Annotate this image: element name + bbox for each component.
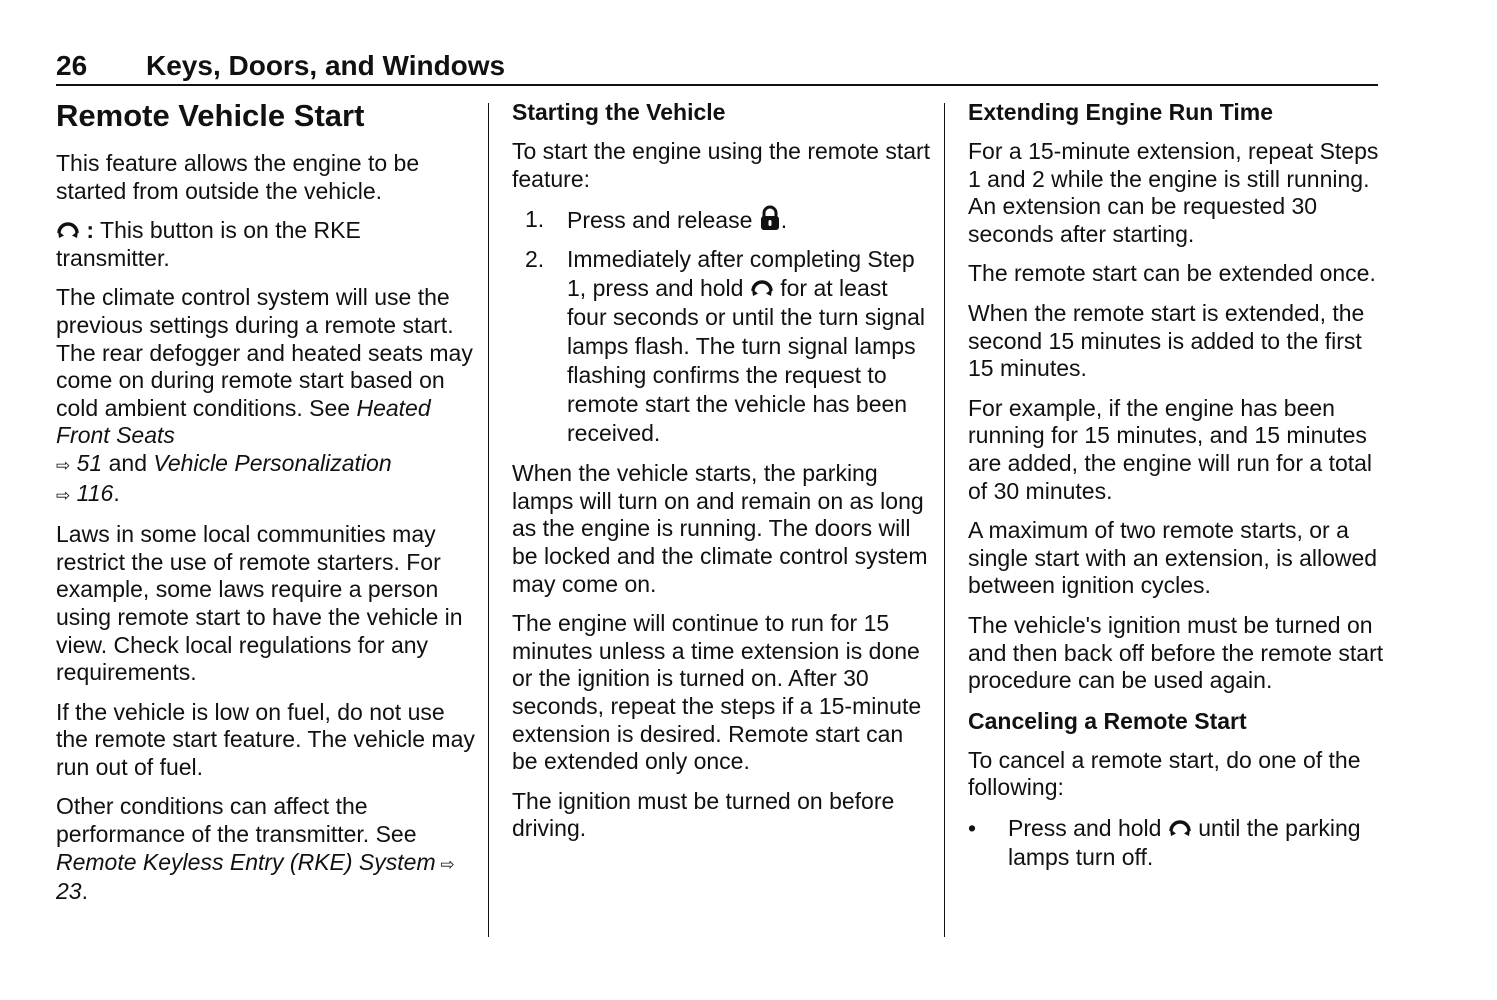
example-paragraph: For example, if the engine has been running for 15 minutes, and 15 minutes are added, the engine will run for a total of 30 minutes. bbox=[968, 394, 1373, 504]
laws-paragraph: Laws in some local communities may restrict the use of remote starters. For example, some laws require a person using remote start to have the vehicle in view. Check local regulations for any requirements. bbox=[56, 521, 463, 686]
column-divider bbox=[944, 103, 945, 937]
steps-list bbox=[512, 205, 932, 448]
extended-once-paragraph: The remote start can be extended once. bbox=[968, 260, 1376, 287]
cross-reference-link[interactable]: Remote Keyless Entry (RKE) System bbox=[56, 848, 436, 875]
intro-paragraph: This feature allows the engine to be started from outside the vehicle. bbox=[56, 150, 420, 204]
button-description: : This button is on the RKE transmitter. bbox=[56, 217, 361, 271]
column-1 bbox=[56, 98, 476, 918]
page-header bbox=[56, 48, 1378, 86]
cross-reference-link[interactable]: Heated Front Seats bbox=[56, 394, 431, 449]
transmitter-paragraph: Other conditions can affect the performance of the transmitter. See Remote Keyless Entry (RKE) System ⇨ 23. bbox=[56, 793, 455, 905]
column-3 bbox=[968, 98, 1388, 872]
cancel-list bbox=[968, 814, 1388, 872]
climate-paragraph: The climate control system will use the previous settings during a remote start. The rear defogger and heated seats may come on during remote start based on cold ambient conditions. See Heated Front Seats ⇨ 51 and Vehicle Personalization ⇨ 116. bbox=[56, 284, 473, 506]
fuel-paragraph: If the vehicle is low on fuel, do not use the remote start feature. The vehicle may run out of fuel. bbox=[56, 698, 475, 780]
column-2 bbox=[512, 98, 932, 855]
ignition-paragraph: The ignition must be turned on before driving. bbox=[512, 787, 895, 842]
section-title: Remote Vehicle Start bbox=[56, 98, 365, 133]
maximum-paragraph: A maximum of two remote starts, or a single start with an extension, is allowed between ignition cycles. bbox=[968, 517, 1378, 599]
list-item: • Press and hold until the parking lamps turn off. bbox=[968, 814, 1361, 870]
steps-intro: To start the engine using the remote start feature: bbox=[512, 138, 931, 192]
subsection-heading: Canceling a Remote Start bbox=[968, 707, 1247, 734]
remote-start-icon bbox=[56, 217, 80, 241]
reference-arrow-icon: ⇨ bbox=[56, 485, 71, 505]
ignition-cycle-paragraph: The vehicle's ignition must be turned on and then back off before the remote start procedure can be used again. bbox=[968, 611, 1384, 694]
step-item: 2. Immediately after completing Step 1, press and hold for at least four seconds or until the turn signal lamps flash. The turn signal lamps flashing confirms the request to remote start the vehicle has been received. bbox=[525, 246, 925, 447]
remote-start-icon bbox=[750, 275, 774, 299]
cancel-intro: To cancel a remote start, do one of the following: bbox=[968, 746, 1361, 801]
reference-arrow-icon: ⇨ bbox=[56, 455, 71, 475]
added-minutes-paragraph: When the remote start is extended, the second 15 minutes is added to the first 15 minutes. bbox=[968, 299, 1365, 382]
extension-paragraph: For a 15-minute extension, repeat Steps 1 and 2 while the engine is still running. An extension can be requested 30 seconds after starting. bbox=[968, 138, 1379, 247]
cross-reference-link[interactable]: Vehicle Personalization bbox=[153, 449, 392, 476]
lock-icon bbox=[759, 205, 781, 231]
remote-start-icon bbox=[1168, 815, 1192, 839]
step-item: 1. Press and release . bbox=[525, 206, 788, 234]
subsection-heading: Extending Engine Run Time bbox=[968, 99, 1273, 125]
chapter-title: Keys, Doors, and Windows bbox=[146, 50, 506, 81]
subsection-heading: Starting the Vehicle bbox=[512, 99, 726, 125]
reference-arrow-icon: ⇨ bbox=[435, 854, 455, 874]
page-number: 26 bbox=[56, 50, 88, 81]
column-divider bbox=[488, 103, 489, 937]
bullet-marker: • bbox=[968, 814, 977, 841]
parking-lamps-paragraph: When the vehicle starts, the parking lamps will turn on and remain on as long as the engine is running. The doors will be locked and the climate control system may come on. bbox=[512, 460, 928, 597]
run-time-paragraph: The engine will continue to run for 15 minutes unless a time extension is done or the ignition is turned on. After 30 seconds, repeat the steps if a 15-minute extension is desired. Remote start can be extended only once. bbox=[512, 610, 922, 775]
